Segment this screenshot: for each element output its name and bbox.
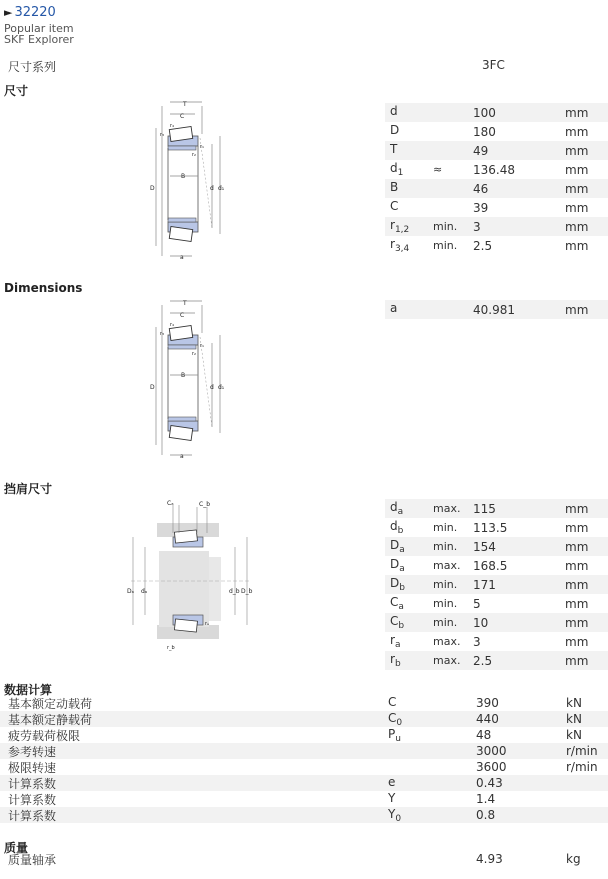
- label-d: d: [210, 185, 214, 192]
- unit: mm: [565, 200, 589, 215]
- label-r2: r₂: [192, 152, 197, 158]
- calc-symbol: Y: [388, 790, 396, 805]
- qualifier: min.: [433, 239, 458, 252]
- table-row: [385, 613, 608, 632]
- unit: mm: [565, 238, 589, 253]
- unit: mm: [565, 501, 589, 516]
- calc-value: 48: [476, 728, 492, 742]
- calc-unit: r/min: [566, 760, 598, 774]
- label-rb: r_b: [167, 645, 175, 651]
- calc-unit: r/min: [566, 744, 598, 758]
- table-row: [385, 594, 608, 613]
- label-da: dₐ: [141, 588, 148, 595]
- qualifier: ≈: [433, 163, 443, 176]
- table-row: [385, 575, 608, 594]
- value: 2.5: [473, 238, 493, 253]
- table-row: [0, 711, 608, 727]
- value: 168.5: [473, 558, 508, 573]
- label-d1: d₁: [218, 185, 225, 192]
- abutment-drawing: [125, 497, 255, 657]
- symbol: $D_a$: [390, 538, 405, 555]
- mass-row: [0, 851, 608, 867]
- table-row: [385, 103, 608, 122]
- label-a: a: [180, 254, 184, 261]
- table-row: [385, 179, 608, 198]
- value: 5: [473, 596, 481, 611]
- table-row: [385, 556, 608, 575]
- label-r2: r₂: [192, 351, 197, 357]
- value: 113.5: [473, 520, 508, 535]
- label-db: d_b: [229, 588, 240, 595]
- unit: mm: [565, 596, 589, 611]
- value: 136.48: [473, 162, 515, 177]
- table-row: [385, 518, 608, 537]
- calc-label: 极限转速: [8, 760, 57, 775]
- calc-value: 0.8: [476, 808, 496, 822]
- unit: mm: [565, 558, 589, 573]
- label-D: D: [150, 185, 155, 192]
- value: 3: [473, 219, 481, 234]
- calc-value: 440: [476, 712, 499, 726]
- designation-link[interactable]: [4, 5, 56, 20]
- table-row: [385, 499, 608, 518]
- dimensions-table: [385, 103, 608, 255]
- symbol: T: [390, 142, 398, 156]
- table-row: [0, 791, 608, 807]
- explorer-text: SKF Explorer: [4, 33, 74, 46]
- calc-symbol: $P_u$: [388, 726, 401, 744]
- unit: mm: [565, 634, 589, 649]
- label-Cb: C_b: [199, 501, 210, 508]
- calculation-table: [0, 695, 608, 823]
- symbol: $C_b$: [390, 614, 405, 631]
- table-row: [385, 122, 608, 141]
- mass-unit: kg: [566, 852, 581, 866]
- unit: mm: [565, 615, 589, 630]
- unit: mm: [565, 105, 589, 120]
- value: 40.981: [473, 302, 515, 317]
- qualifier: min.: [433, 521, 458, 534]
- qualifier: min.: [433, 220, 458, 233]
- section-calc: 数据计算: [4, 683, 53, 697]
- popular-text: Popular item: [4, 22, 74, 35]
- label-Ca: Cₐ: [167, 500, 174, 507]
- label-d1: d₁: [218, 384, 225, 391]
- label-a: a: [180, 453, 184, 460]
- qualifier: min.: [433, 597, 458, 610]
- table-row: [0, 727, 608, 743]
- calc-label: 计算系数: [8, 776, 57, 791]
- calc-value: 0.43: [476, 776, 503, 790]
- value: 39: [473, 200, 489, 215]
- label-B: B: [181, 372, 186, 379]
- symbol: $D_a$: [390, 557, 405, 574]
- label-C: C: [180, 113, 185, 120]
- table-row: [0, 775, 608, 791]
- qualifier: max.: [433, 559, 461, 572]
- value: 3: [473, 634, 481, 649]
- label-r3: r₃: [160, 132, 165, 138]
- calc-label: 计算系数: [8, 808, 57, 823]
- table-row: [385, 300, 608, 319]
- label-d: d: [210, 384, 214, 391]
- calc-symbol: e: [388, 774, 396, 789]
- qualifier: max.: [433, 654, 461, 667]
- calc-value: 1.4: [476, 792, 496, 806]
- symbol: D: [390, 123, 400, 137]
- value: 2.5: [473, 653, 493, 668]
- label-Da: Dₐ: [127, 588, 134, 595]
- table-row: [385, 141, 608, 160]
- symbol: $D_b$: [390, 576, 405, 593]
- qualifier: min.: [433, 616, 458, 629]
- dimensions-a-table: [385, 300, 608, 319]
- unit: mm: [565, 219, 589, 234]
- symbol: $d_1$: [390, 161, 404, 178]
- label-ra: rₐ: [205, 621, 210, 627]
- symbol: $d_b$: [390, 519, 404, 536]
- mass-value: 4.93: [476, 852, 503, 866]
- bearing-drawing-1: [140, 98, 240, 263]
- value: 100: [473, 105, 496, 120]
- qualifier: max.: [433, 502, 461, 515]
- label-Db: D_b: [241, 588, 253, 595]
- label-r1: r₁: [200, 144, 205, 150]
- table-row: [0, 695, 608, 711]
- series-value: 3FC: [482, 58, 505, 72]
- unit: mm: [565, 653, 589, 668]
- label-D: D: [150, 384, 155, 391]
- qualifier: min.: [433, 540, 458, 553]
- value: 49: [473, 143, 489, 158]
- table-row: [0, 807, 608, 823]
- unit: mm: [565, 302, 589, 317]
- symbol: $r_b$: [390, 652, 401, 669]
- label-r4: r₄: [170, 123, 175, 129]
- calc-symbol: C: [388, 694, 397, 709]
- calc-unit: kN: [566, 712, 582, 726]
- section-abutment: 挡肩尺寸: [4, 482, 53, 496]
- label-T: T: [183, 300, 187, 307]
- unit: mm: [565, 124, 589, 139]
- table-row: [385, 651, 608, 670]
- arrow-icon: ►: [4, 6, 13, 19]
- section-dims-en: Dimensions: [4, 281, 83, 295]
- designation: 32220: [14, 5, 56, 20]
- qualifier: min.: [433, 578, 458, 591]
- unit: mm: [565, 143, 589, 158]
- value: 115: [473, 501, 496, 516]
- abutment-table: [385, 499, 608, 670]
- calc-unit: kN: [566, 696, 582, 710]
- calc-label: 计算系数: [8, 792, 57, 807]
- symbol: $r_a$: [390, 633, 401, 650]
- symbol: d: [390, 104, 398, 118]
- calc-unit: kN: [566, 728, 582, 742]
- table-row: [385, 198, 608, 217]
- bearing-drawing-2: [140, 297, 240, 462]
- unit: mm: [565, 577, 589, 592]
- unit: mm: [565, 520, 589, 535]
- value: 180: [473, 124, 496, 139]
- calc-label: 疲劳载荷极限: [8, 728, 81, 743]
- table-row: [0, 743, 608, 759]
- calc-label: 基本额定静载荷: [8, 712, 93, 727]
- value: 46: [473, 181, 489, 196]
- unit: mm: [565, 162, 589, 177]
- calc-symbol: $Y_0$: [388, 806, 402, 824]
- mass-label: 质量轴承: [8, 852, 57, 867]
- section-dims-cn: 尺寸: [4, 84, 29, 98]
- qualifier: max.: [433, 635, 461, 648]
- calc-symbol: $C_0$: [388, 710, 403, 728]
- popular-badge: [4, 23, 74, 45]
- mass-table: [0, 851, 608, 867]
- symbol: C: [390, 199, 399, 213]
- table-row: [385, 217, 608, 236]
- section-mass: 质量: [4, 841, 29, 855]
- calc-value: 3000: [476, 744, 507, 758]
- label-B: B: [181, 173, 186, 180]
- calc-label: 基本额定动载荷: [8, 696, 93, 711]
- table-row: [385, 632, 608, 651]
- symbol: $r_{1,2}$: [390, 218, 410, 235]
- calc-value: 390: [476, 696, 499, 710]
- value: 154: [473, 539, 496, 554]
- value: 171: [473, 577, 496, 592]
- series-label: 尺寸系列: [8, 60, 57, 74]
- value: 10: [473, 615, 489, 630]
- table-row: [385, 236, 608, 255]
- label-T: T: [183, 101, 187, 108]
- symbol: $d_a$: [390, 500, 404, 517]
- table-row: [385, 160, 608, 179]
- table-row: [385, 537, 608, 556]
- label-r3: r₃: [160, 331, 165, 337]
- unit: mm: [565, 181, 589, 196]
- calc-label: 参考转速: [8, 744, 57, 759]
- table-row: [0, 759, 608, 775]
- unit: mm: [565, 539, 589, 554]
- symbol: a: [390, 301, 398, 315]
- calc-value: 3600: [476, 760, 507, 774]
- symbol: $r_{3,4}$: [390, 237, 410, 254]
- label-r4: r₄: [170, 322, 175, 328]
- symbol: $C_a$: [390, 595, 404, 612]
- label-r1: r₁: [200, 343, 205, 349]
- label-C: C: [180, 312, 185, 319]
- symbol: B: [390, 180, 399, 194]
